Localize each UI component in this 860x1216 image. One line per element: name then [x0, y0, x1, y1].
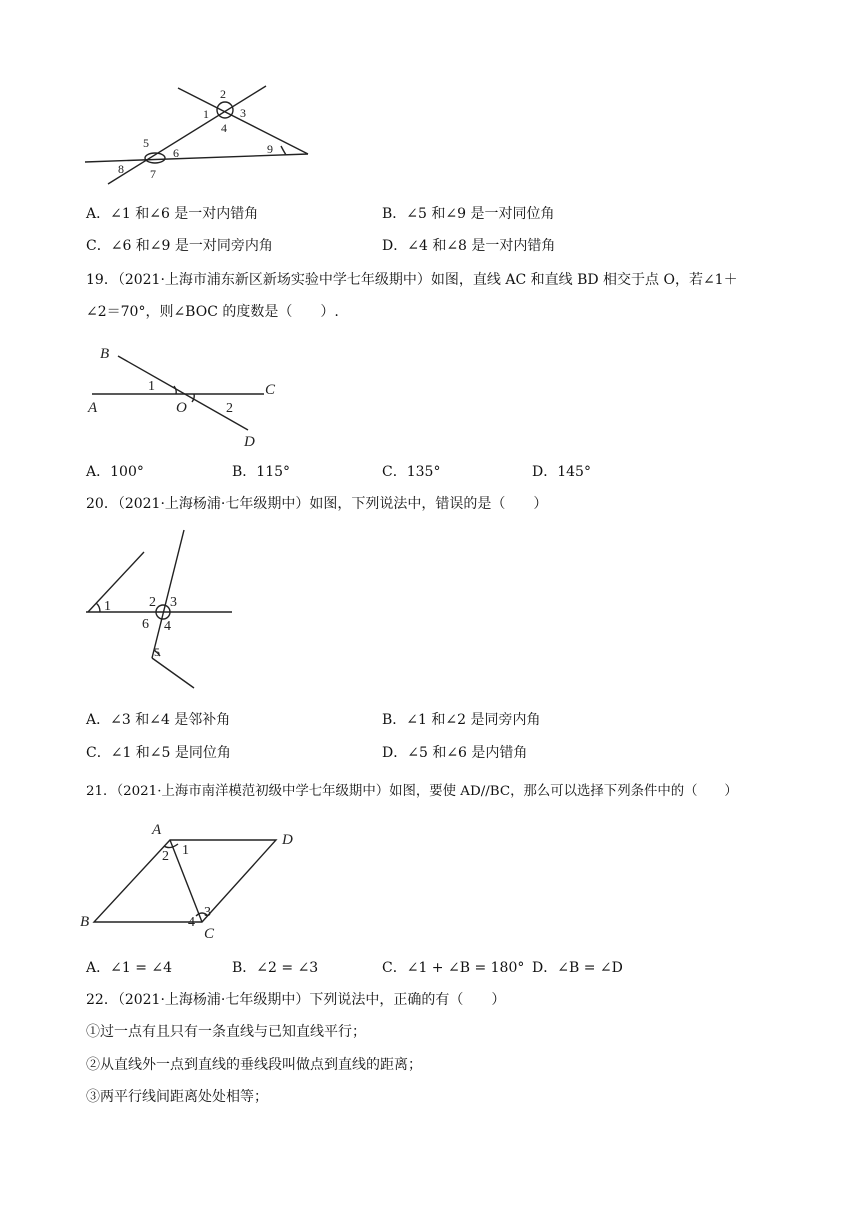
fig21-label-d: D	[282, 832, 293, 848]
q18-option-d	[382, 236, 555, 256]
fig18-angle-arc-9	[281, 146, 286, 155]
fig18-angle-circle-top	[217, 102, 233, 118]
option-key: C．	[382, 960, 407, 976]
q20-option-c	[86, 743, 231, 763]
q19-stem-line2: ∠2＝70°，则∠BOC 的度数是（ ）.	[86, 304, 339, 320]
fig19-label-o: O	[176, 400, 187, 416]
fig19-label-1: 1	[148, 379, 155, 394]
figure-q21	[78, 818, 306, 944]
option-key: B．	[382, 712, 407, 728]
option-text: ∠2 = ∠3	[256, 960, 319, 976]
option-key: B．	[382, 206, 407, 222]
fig18-label-3: 3	[240, 106, 246, 120]
option-text: ∠5 和∠9 是一对同位角	[406, 206, 555, 222]
fig20-line-lower	[152, 658, 194, 688]
option-text: 100°	[110, 464, 144, 480]
fig18-label-2: 2	[220, 87, 226, 101]
fig19-angle-arc-1	[174, 386, 176, 394]
option-key: B．	[232, 960, 257, 976]
option-text: ∠5 和∠6 是内错角	[407, 745, 528, 761]
fig18-label-1: 1	[203, 107, 209, 121]
fig20-label-3: 3	[170, 595, 177, 610]
q18-option-b	[382, 204, 554, 224]
option-text: ∠B = ∠D	[557, 960, 623, 976]
q18-option-c	[86, 236, 273, 256]
fig20-label-4: 4	[164, 619, 171, 634]
fig21-label-4: 4	[188, 915, 195, 930]
q22-item-2: ②从直线外一点到直线的垂线段叫做点到直线的距离；	[86, 1057, 422, 1073]
option-key: C．	[382, 464, 407, 480]
fig21-label-a: A	[152, 822, 162, 838]
fig21-label-c: C	[204, 926, 215, 942]
option-key: D．	[532, 464, 558, 480]
q22-item-1: ①过一点有且只有一条直线与已知直线平行；	[86, 1024, 366, 1040]
option-key: A．	[86, 206, 111, 222]
option-key: B．	[232, 464, 257, 480]
figure-q18	[80, 80, 320, 195]
fig19-label-c: C	[265, 382, 276, 398]
option-key: D．	[382, 238, 408, 254]
fig18-label-8: 8	[118, 162, 124, 176]
option-text: 135°	[406, 464, 441, 480]
fig19-label-a: A	[88, 400, 98, 416]
fig21-label-2: 2	[162, 849, 169, 864]
q21-option-d	[532, 958, 623, 978]
q20-option-d	[382, 743, 527, 763]
q18-option-a	[86, 204, 258, 224]
fig21-label-b: B	[80, 914, 90, 930]
q20-option-a	[86, 710, 230, 730]
option-text: ∠1 和∠6 是一对内错角	[110, 206, 259, 222]
option-text: ∠4 和∠8 是一对内错角	[407, 238, 556, 254]
option-text: ∠1 = ∠4	[110, 960, 173, 976]
fig19-line-bd	[118, 356, 248, 430]
fig19-label-2: 2	[226, 401, 233, 416]
figure-q19	[84, 340, 294, 452]
option-key: D．	[532, 960, 558, 976]
option-key: A．	[86, 464, 111, 480]
option-text: ∠6 和∠9 是一对同旁内角	[110, 238, 273, 254]
option-key: C．	[86, 238, 111, 254]
figure-q20	[82, 526, 242, 692]
q20-option-b	[382, 710, 540, 730]
fig21-label-3: 3	[204, 905, 211, 920]
option-text: 145°	[557, 464, 591, 480]
option-text: ∠1 和∠2 是同旁内角	[406, 712, 541, 728]
fig18-label-4: 4	[221, 121, 227, 135]
fig18-line-horizontal	[85, 154, 308, 162]
fig18-label-6: 6	[173, 146, 179, 160]
option-key: A．	[86, 960, 111, 976]
q19-option-a	[86, 462, 144, 482]
q21-option-a	[86, 958, 172, 978]
fig20-label-2: 2	[149, 595, 156, 610]
option-key: A．	[86, 712, 111, 728]
q21-option-b	[232, 958, 318, 978]
q22-item-3: ③两平行线间距离处处相等；	[86, 1089, 268, 1105]
option-text: ∠1 和∠5 是同位角	[110, 745, 231, 761]
q21-option-c	[382, 958, 524, 978]
fig18-line-right-diagonal	[178, 88, 308, 154]
fig20-label-1: 1	[104, 599, 111, 614]
q20-stem-line1: 20．（2021·上海杨浦·七年级期中）如图，下列说法中，错误的是（ ）	[86, 496, 548, 512]
option-key: C．	[86, 745, 111, 761]
option-text: 115°	[256, 464, 291, 480]
q19-option-c	[382, 462, 440, 482]
fig21-label-1: 1	[182, 843, 189, 858]
fig20-line-steep	[152, 530, 184, 658]
option-text: ∠3 和∠4 是邻补角	[110, 712, 231, 728]
q22-stem-line1: 22．（2021·上海杨浦·七年级期中）下列说法中，正确的有（ ）	[86, 992, 506, 1008]
fig20-label-5: 5	[154, 645, 160, 659]
q21-stem-line1: 21．（2021·上海市南洋模范初级中学七年级期中）如图，要使 AD//BC，那么可以选择下列条件中的（ ）	[86, 784, 738, 799]
fig18-label-9: 9	[267, 142, 273, 156]
fig19-label-d: D	[244, 434, 255, 450]
option-key: D．	[382, 745, 408, 761]
fig18-label-5: 5	[143, 136, 149, 150]
fig20-label-6: 6	[142, 617, 149, 632]
fig18-line-left-diagonal	[108, 86, 266, 184]
q19-stem-line1: 19．（2021·上海市浦东新区新场实验中学七年级期中）如图，直线 AC 和直线 BD 相交于点 O，若∠1＋	[86, 272, 738, 288]
q19-option-b	[232, 462, 290, 482]
option-text: ∠1 + ∠B = 180°	[406, 960, 525, 976]
q19-option-d	[532, 462, 591, 482]
fig18-label-7: 7	[150, 167, 156, 181]
fig20-angle-arc-1	[96, 603, 100, 612]
fig19-label-b: B	[100, 346, 110, 362]
